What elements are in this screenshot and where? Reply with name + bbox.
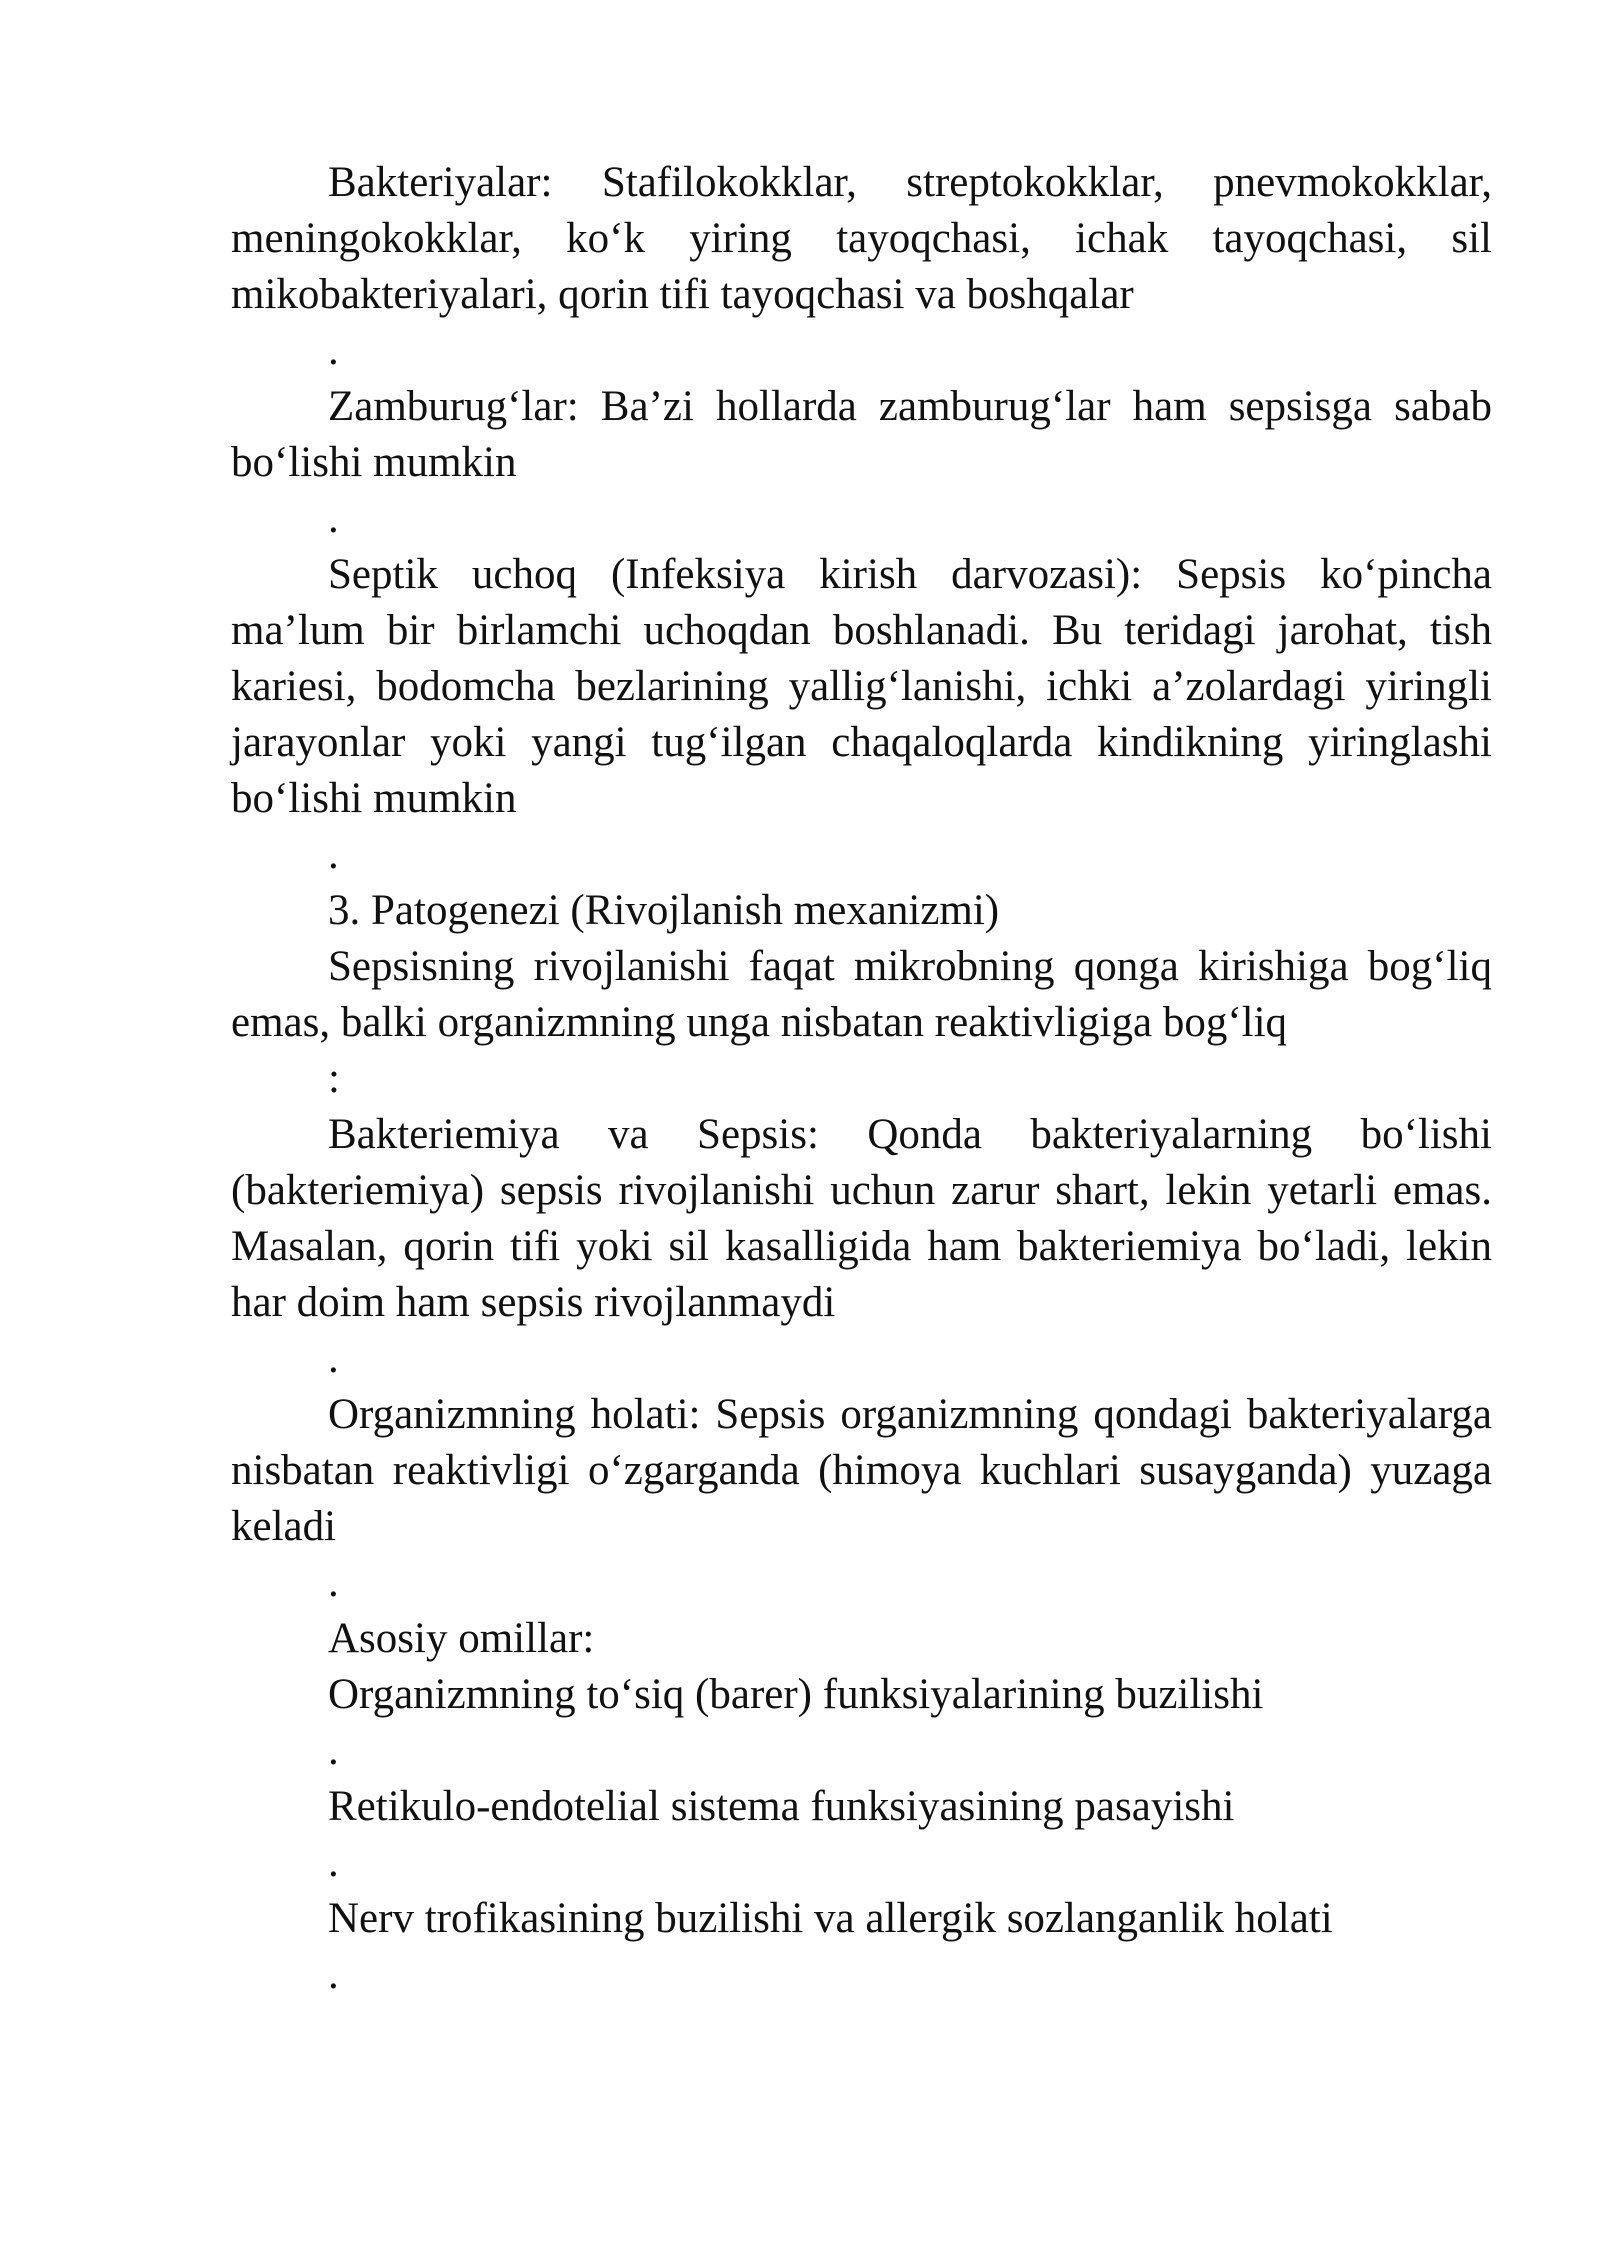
- separator-colon: :: [328, 1055, 340, 1102]
- separator-dot: .: [328, 495, 339, 542]
- separator-dot: .: [328, 1951, 339, 1998]
- factor-item: Organizmning to‘siq (barer) funksiyalarining buzilishi: [328, 1671, 1264, 1718]
- factor-item: Retikulo-endotelial sistema funksiyasining pasayishi: [328, 1783, 1235, 1830]
- separator-dot: .: [328, 1335, 339, 1382]
- separator-dot: .: [328, 1559, 339, 1606]
- paragraph-organism-state: Organizmning holati: Sepsis organizmning qondagi bakteriyalarga nisbatan reaktivligi o‘zgarganda (himoya kuchlari susayganda) yuzaga keladi: [231, 1391, 1492, 1550]
- paragraph-septic-focus: Septik uchoq (Infeksiya kirish darvozasi): Sepsis ko‘pincha ma’lum bir birlamchi uchoqdan boshlanadi. Bu teridagi jarohat, tish kariesi, bodomcha bezlarining yallig‘lanishi, ichki a’zolardagi yiringli jarayonlar yoki yangi tug‘ilgan chaqaloqlarda kindikning yiringlashi bo‘lishi mumkin: [231, 551, 1492, 822]
- factor-item: Nerv trofikasining buzilishi va allergik sozlanganlik holati: [328, 1895, 1333, 1942]
- paragraph-pathogenesis-intro: Sepsisning rivojlanishi faqat mikrobning qonga kirishiga bog‘liq emas, balki organizmning unga nisbatan reaktivligiga bog‘liq: [231, 943, 1492, 1046]
- document-body: [231, 155, 1492, 2003]
- main-factors-label: Asosiy omillar:: [328, 1615, 595, 1662]
- paragraph-bacteremia: Bakteriemiya va Sepsis: Qonda bakteriyalarning bo‘lishi (bakteriemiya) sepsis rivojlanishi uchun zarur shart, lekin yetarli emas. Masalan, qorin tifi yoki sil kasalligida ham bakteriemiya bo‘ladi, lekin har doim ham sepsis rivojlanmaydi: [231, 1111, 1492, 1326]
- paragraph-bacteria: Bakteriyalar: Stafilokokklar, streptokokklar, pnevmokokklar, meningokokklar, ko‘k yiring tayoqchasi, ichak tayoqchasi, sil mikobakteriyalari, qorin tifi tayoqchasi va boshqalar: [231, 159, 1492, 318]
- separator-dot: .: [328, 831, 339, 878]
- separator-dot: .: [328, 327, 339, 374]
- separator-dot: .: [328, 1839, 339, 1886]
- section-heading: 3. Patogenezi (Rivojlanish mexanizmi): [328, 887, 1000, 934]
- separator-dot: .: [328, 1727, 339, 1774]
- paragraph-fungi: Zamburug‘lar: Ba’zi hollarda zamburug‘lar ham sepsisga sabab bo‘lishi mumkin: [231, 383, 1492, 486]
